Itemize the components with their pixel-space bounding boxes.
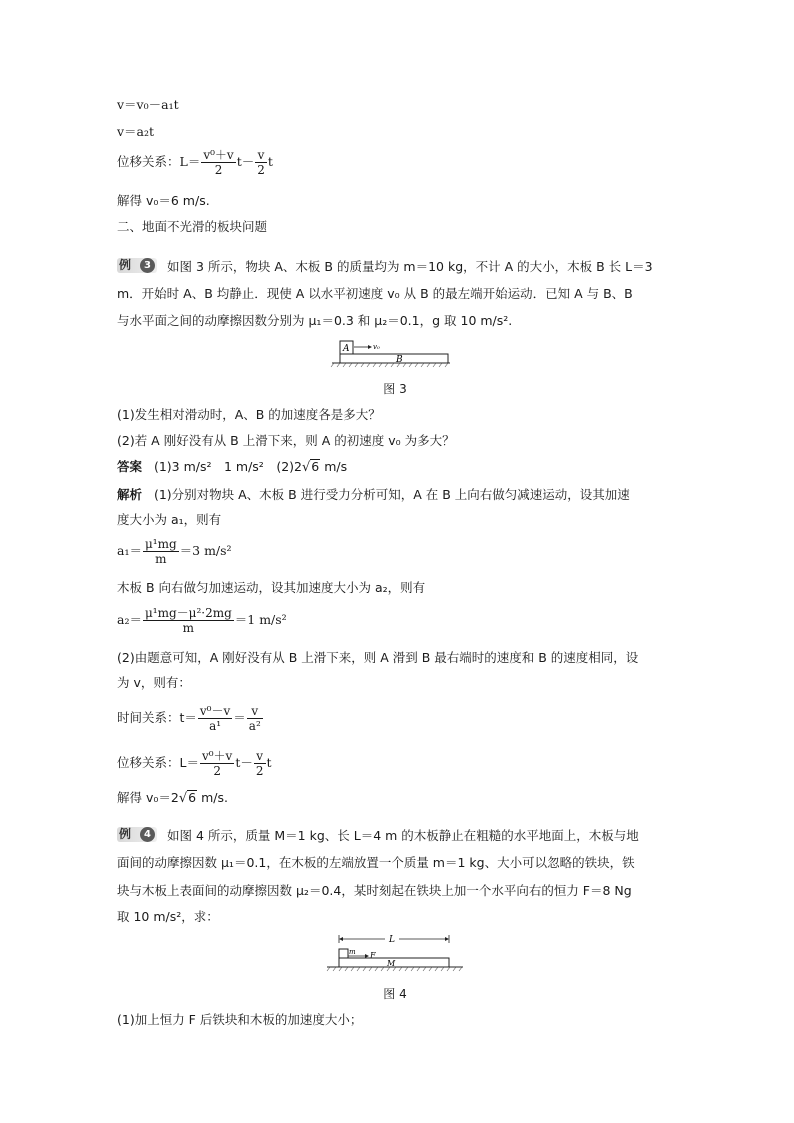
analysis-line-1: 解析 (1)分别对物块 A、木板 B 进行受力分析可知，A 在 B 上向右做匀减速运动，设其加速 bbox=[117, 487, 630, 502]
analysis-line-2: 度大小为 a₁，则有 bbox=[117, 512, 222, 527]
example-badge: 例 3 bbox=[117, 258, 157, 273]
example-4-question-1: (1)加上恒力 F 后铁块和木板的加速度大小； bbox=[117, 1012, 363, 1027]
fraction: $\frac{\text{μ¹mg－μ²·2mg}}{m}$ bbox=[144, 606, 232, 635]
example-4-line-4: 取 10 m/s²，求： bbox=[117, 909, 219, 924]
board-label: M bbox=[387, 959, 396, 968]
sqrt-icon: √ bbox=[301, 460, 311, 475]
figure-3-diagram bbox=[330, 337, 452, 371]
arrow-head-icon bbox=[368, 345, 372, 349]
fraction: $\frac{v}{2}$ bbox=[257, 148, 265, 177]
solution-result-1: 解得 v₀＝6 m/s. bbox=[117, 193, 210, 208]
block-a-label: A bbox=[343, 344, 350, 354]
iron-block-label: m bbox=[349, 948, 356, 956]
example-4-line-2: 面间的动摩擦因数 μ₁＝0.1，在木板的左端放置一个质量 m＝1 kg、大小可以忽略的铁块，铁 bbox=[117, 855, 635, 870]
example-4-line-1: 例 4 如图 4 所示，质量 M＝1 kg、长 L＝4 m 的木板静止在粗糙的水平地面上，木板与地 bbox=[119, 827, 639, 843]
displacement-relation-1: 位移关系：L＝ $\frac{\text{v⁰＋v}}{2}$ t－ $\frac{v}{2}$ t bbox=[117, 148, 273, 177]
fraction: $\frac{\text{v⁰＋v}}{2}$ bbox=[201, 749, 233, 778]
iron-block-shape bbox=[339, 949, 348, 958]
equation-v-decel: v＝v₀－a₁t bbox=[117, 97, 179, 112]
analysis-line-5: 为 v，则有： bbox=[117, 675, 191, 690]
fraction: $\frac{\text{μ¹mg}}{m}$ bbox=[144, 537, 177, 566]
velocity-label: v₀ bbox=[373, 343, 380, 351]
figure-4-caption: 图 4 bbox=[383, 987, 407, 1001]
fraction: $\frac{v}{2}$ bbox=[255, 749, 264, 778]
analysis-line-3: 木板 B 向右做匀加速运动，设其加速度大小为 a₂，则有 bbox=[117, 580, 426, 595]
question-2: (2)若 A 刚好没有从 B 上滑下来，则 A 的初速度 v₀ 为多大？ bbox=[117, 433, 455, 448]
time-relation: 时间关系：t＝ $\frac{\text{v⁰－v}}{\text{a¹}}$ ＝ $\frac{v}{\text{a²}}$ bbox=[117, 704, 261, 733]
answer-line: 答案 (1)3 m/s² 1 m/s² (2)2√6 m/s bbox=[117, 459, 348, 475]
question-1: (1)发生相对滑动时，A、B 的加速度各是多大？ bbox=[117, 407, 381, 422]
example-3-line-2: m．开始时 A、B 均静止．现使 A 以水平初速度 v₀ 从 B 的最左端开始运动．已知 A 与 B、B bbox=[117, 286, 633, 301]
board-b-label: B bbox=[396, 355, 403, 365]
section-heading: 二、地面不光滑的板块问题 bbox=[117, 219, 268, 234]
fraction: $\frac{\text{v⁰＋v}}{2}$ bbox=[203, 148, 234, 177]
arrow-left-icon bbox=[339, 937, 343, 941]
example-badge: 例 4 bbox=[117, 827, 157, 842]
figure-4-diagram bbox=[325, 932, 465, 976]
analysis-line-4: (2)由题意可知，A 刚好没有从 B 上滑下来，则 A 滑到 B 最右端时的速度和 B 的速度相同，设 bbox=[117, 650, 639, 665]
sqrt-icon: √ bbox=[178, 791, 188, 806]
force-label: F bbox=[370, 951, 376, 960]
equation-a2: a₂＝ $\frac{\text{μ¹mg－μ²·2mg}}{m}$ ＝1 m/s² bbox=[117, 606, 287, 635]
arrow-head-icon bbox=[365, 954, 369, 958]
ground-hatching bbox=[331, 363, 448, 367]
example-3-line-3: 与水平面之间的动摩擦因数分别为 μ₁＝0.3 和 μ₂＝0.1，g 取 10 m/s². bbox=[117, 313, 513, 328]
length-label: L bbox=[389, 935, 395, 945]
equation-v-accel: v＝a₂t bbox=[117, 124, 155, 139]
equation-a1: a₁＝ $\frac{\text{μ¹mg}}{m}$ ＝3 m/s² bbox=[117, 537, 232, 566]
board-b-shape bbox=[340, 354, 448, 363]
fraction: $\frac{v}{\text{a²}}$ bbox=[248, 704, 261, 733]
example-3-line-1: 例 3 如图 3 所示，物块 A、木板 B 的质量均为 m＝10 kg，不计 A 的大小，木板 B 长 L＝3 bbox=[119, 258, 653, 274]
fraction: $\frac{\text{v⁰－v}}{\text{a¹}}$ bbox=[199, 704, 231, 733]
solution-result-2: 解得 v₀＝2√6 m/s. bbox=[117, 790, 228, 806]
example-4-line-3: 块与木板上表面间的动摩擦因数 μ₂＝0.4，某时刻起在铁块上加一个水平向右的恒力 F＝8 Ng bbox=[117, 883, 632, 898]
figure-3-caption: 图 3 bbox=[383, 382, 407, 396]
arrow-right-icon bbox=[445, 937, 449, 941]
displacement-relation-2: 位移关系：L＝ $\frac{\text{v⁰＋v}}{2}$ t－ $\frac{v}{2}$ t bbox=[117, 749, 272, 778]
